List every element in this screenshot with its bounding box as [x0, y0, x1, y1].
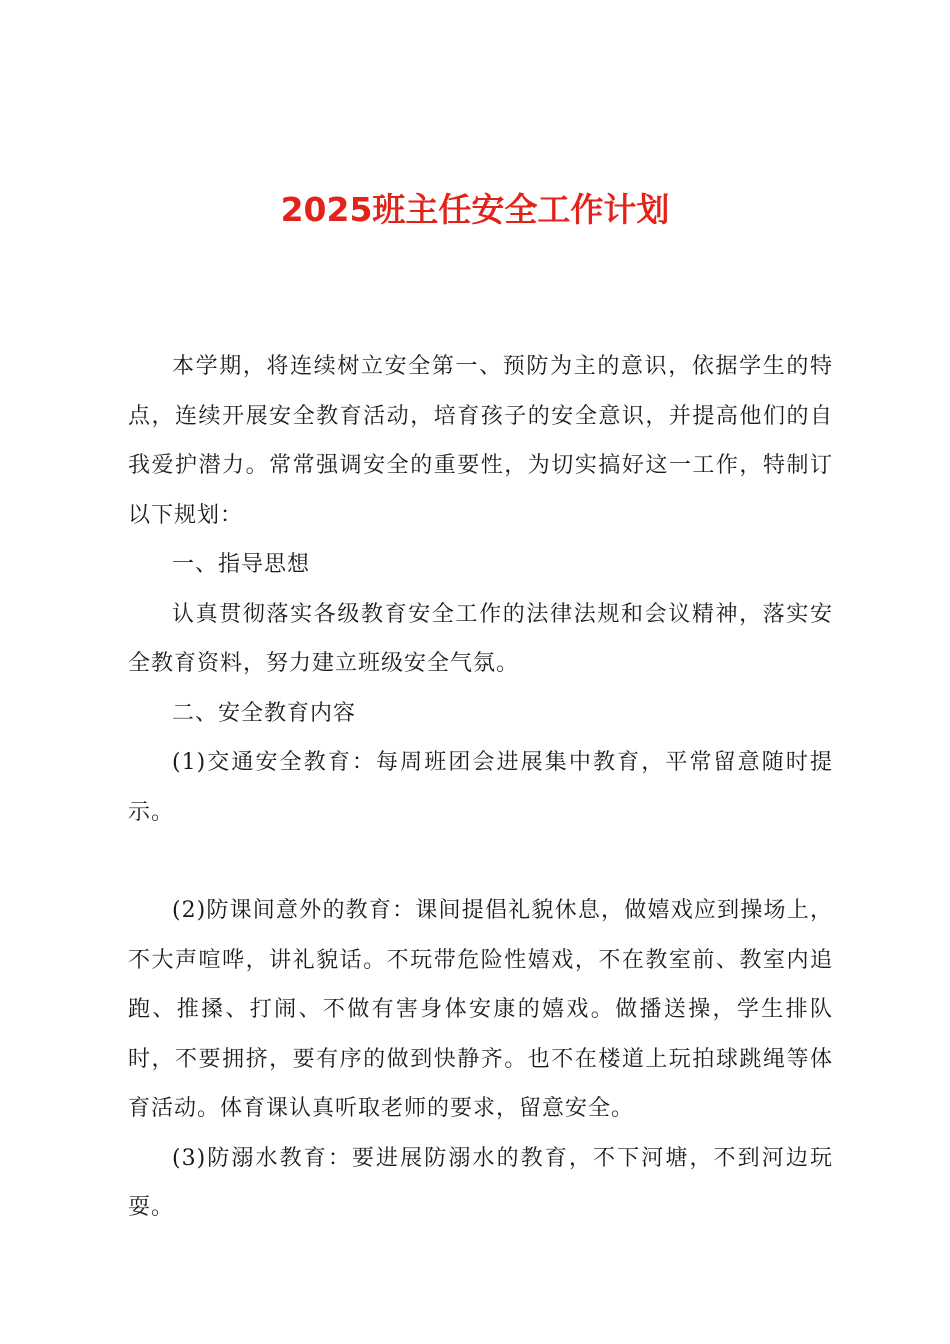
traffic-safety-item: (1)交通安全教育：每周班团会进展集中教育，平常留意随时提示。 [128, 750, 833, 825]
intro-paragraph: 本学期，将连续树立安全第一、预防为主的意识，依据学生的特点，连续开展安全教育活动，培育孩子的安全意识，并提高他们的自我爱护潜力。常常强调安全的重要性，为切实搞好这一工作，特制订以下规划： [128, 354, 833, 528]
drowning-prevention-item: (3)防溺水教育：要进展防溺水的教育，不下河塘，不到河边玩耍。 [128, 1145, 833, 1220]
document-body [128, 342, 833, 1233]
section-heading-education-content: 二、安全教育内容 [172, 700, 357, 726]
recess-safety-item: (2)防课间意外的教育：课间提倡礼貌休息，做嬉戏应到操场上，不大声喧哗，讲礼貌话。不玩带危险性嬉戏，不在教室前、教室内追跑、推搡、打闹、不做有害身体安康的嬉戏。做播送操，学生排队时，不要拥挤，要有序的做到快静齐。也不在楼道上玩拍球跳绳等体育活动。体育课认真听取老师的要求，留意安全。 [128, 898, 833, 1121]
section-heading-guiding-thought: 一、指导思想 [172, 552, 311, 577]
document-title: 2025班主任安全工作计划 [280, 190, 670, 229]
guiding-thought-paragraph: 认真贯彻落实各级教育安全工作的法律法规和会议精神，落实安全教育资料，努力建立班级安全气氛。 [128, 601, 833, 676]
